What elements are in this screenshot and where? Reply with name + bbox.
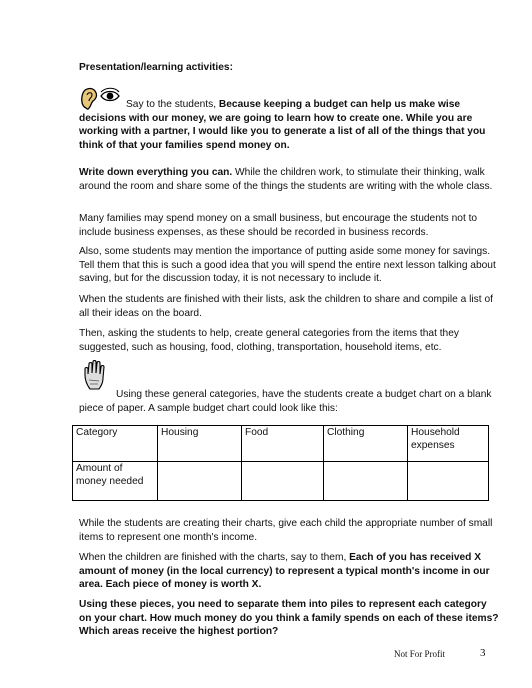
table-cell-empty xyxy=(324,462,408,501)
table-row xyxy=(73,462,489,501)
table-cell-amount-label: Amount of money needed xyxy=(73,462,158,501)
table-cell-empty xyxy=(408,462,489,501)
paragraph-write-down: Write down everything you can. While the children work, to stimulate their thinking, walk around the room and share some of the things the students are writing with the whole class. xyxy=(79,167,493,192)
page-number: 3 xyxy=(480,647,486,659)
table-row xyxy=(73,426,489,462)
paragraph-say-to-students: Say to the students, Because keeping a budget can help us make wise decisions with our money, we are going to learn how to create one. While you are working with a partner, I would like you to generate a list of all of the things that you think of that your families spend money on. xyxy=(79,99,486,151)
budget-chart-table xyxy=(72,425,489,501)
paragraph-small-items: While the students are creating their charts, give each child the appropriate number of small items to represent one month's income. xyxy=(79,518,493,543)
table-cell-empty xyxy=(242,462,324,501)
paragraph-savings: Also, some students may mention the importance of putting aside some money for savings. Tell them that this is such a good idea that you will spend the entire next lesson talking about saving, but for the discussion today, it is not necessary to include it. xyxy=(79,246,496,285)
hand-icon xyxy=(82,360,108,390)
section-heading: Presentation/learning activities: xyxy=(79,62,233,73)
paragraph-categories: Then, asking the students to help, create general categories from the items that they suggested, such as housing, food, clothing, transportation, household items, etc. xyxy=(79,328,459,353)
paragraph-monthly-income: When the children are finished with the charts, say to them, Each of you has received X amount of money (in the local currency) to represent a typical month's income in our area. Each piece of money is worth X. xyxy=(79,552,490,591)
table-cell-housing: Housing xyxy=(158,426,242,462)
table-cell-clothing: Clothing xyxy=(324,426,408,462)
paragraph-share-lists: When the students are finished with their lists, ask the children to share and compile a list of all their ideas on the board. xyxy=(79,294,493,319)
table-cell-category: Category xyxy=(73,426,158,462)
table-cell-empty xyxy=(158,462,242,501)
paragraph-business-expenses: Many families may spend money on a small business, but encourage the students not to include business expenses, as these should be recorded in business records. xyxy=(79,213,478,238)
footer-text: Not For Profit xyxy=(394,649,446,659)
paragraph-separate-piles: Using these pieces, you need to separate them into piles to represent each category on your chart. How much money do you think a family spends on each of these items? Which areas receive the highest portion? xyxy=(79,599,499,638)
paragraph-budget-chart-intro: Using these general categories, have the students create a budget chart on a blank piece of paper. A sample budget chart could look like this: xyxy=(79,389,492,414)
table-cell-food: Food xyxy=(242,426,324,462)
table-cell-household-expenses: Household expenses xyxy=(408,426,489,462)
